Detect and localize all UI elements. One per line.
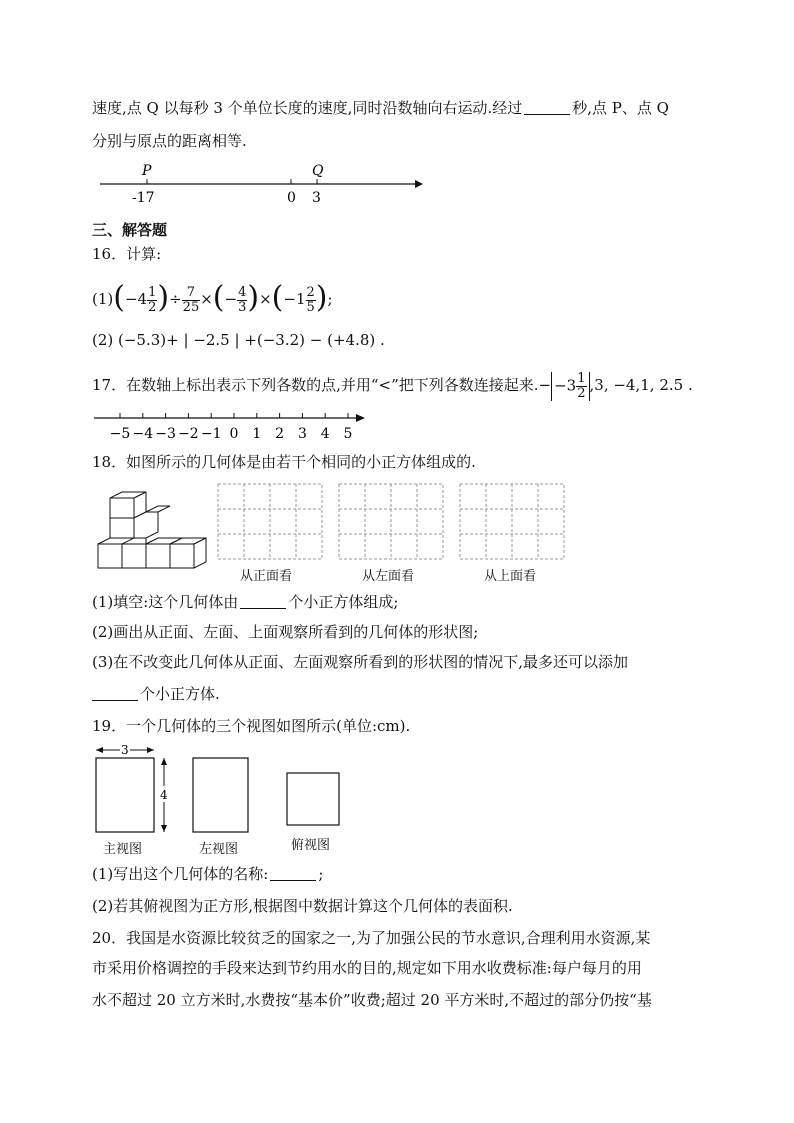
p15-line1 — [92, 98, 669, 118]
caption-top-view: 从上面看 — [484, 569, 537, 584]
cube-b1 — [98, 544, 122, 568]
dim-height-arrow-top — [161, 758, 167, 765]
cube-b4 — [170, 544, 194, 568]
p18-q1 — [92, 592, 398, 612]
frac-a-num: 1 — [148, 284, 157, 300]
p17-frac-den: 2 — [577, 385, 586, 401]
number-line-tick-label: −5 — [109, 426, 131, 442]
cube-figure — [94, 490, 216, 572]
p16-expr1 — [92, 280, 333, 315]
dim-width-label: 3 — [121, 743, 129, 757]
p18-q3-line2 — [92, 684, 220, 704]
number-line-tick-label: −2 — [178, 426, 199, 442]
caption-main-view: 主视图 — [103, 842, 143, 857]
p16-e1-div: ÷ — [169, 290, 182, 308]
paren-open-3: ( — [271, 280, 284, 315]
p20-line1: 20．我国是水资源比较贫乏的国家之一,为了加强公民的节水意识,合理利用水资源,某 — [92, 929, 651, 947]
p19-title: 19．一个几何体的三个视图如图所示(单位:cm). — [92, 717, 411, 735]
p17-abs-whole: −3 — [554, 376, 577, 394]
p18-q1-b: 个小正方体组成; — [288, 593, 399, 611]
number-line-2-arrow — [356, 414, 365, 422]
paren-close-3: ) — [315, 280, 328, 315]
p19-q1-a: (1)写出这个几何体的名称: — [92, 865, 269, 883]
top-view-square — [287, 773, 339, 825]
label-p: P — [142, 163, 152, 179]
number-line-tick-label: −4 — [132, 426, 154, 442]
p17-abs-value — [551, 372, 589, 401]
frac-d-num: 2 — [306, 284, 315, 300]
p16-expr2: (2) (−5.3)+ | −2.5 | +(−3.2) − (+4.8) . — [92, 331, 385, 349]
frac-b-den: 25 — [182, 299, 200, 315]
p16-title: 16．计算: — [92, 245, 162, 263]
number-line-tick-label: −3 — [155, 426, 176, 442]
grid-left — [337, 482, 447, 562]
caption-side-view: 左视图 — [199, 842, 239, 857]
p18-q3-blank — [92, 686, 138, 701]
p16-e1-prefix: (1) — [92, 290, 114, 308]
frac-d — [306, 286, 316, 315]
p16-e1-times1: × — [200, 290, 213, 308]
left-view-rect — [193, 758, 248, 832]
grid-front — [216, 482, 326, 562]
p20-line3: 水不超过 20 立方米时,水费按“基本价”收费;超过 20 平方米时,不超过的部分仍按“基 — [92, 991, 652, 1009]
number-line-ticks — [92, 408, 372, 444]
p16-e1-end: ; — [327, 290, 333, 308]
frac-d-den: 5 — [306, 299, 315, 315]
number-line-tick-label: −1 — [200, 426, 222, 442]
value-neg17: -17 — [132, 190, 155, 206]
number-line-tick-label: 4 — [320, 426, 330, 442]
p18-q1-blank — [240, 594, 286, 609]
dim-width-arrow-right — [147, 747, 154, 753]
main-view-rect — [96, 758, 154, 832]
p18-q1-a: (1)填空:这个几何体由 — [92, 593, 239, 611]
paren-open-2: ( — [212, 280, 225, 315]
cube-b2 — [122, 544, 146, 568]
label-q: Q — [312, 163, 324, 179]
p16-e1-c-sign: − — [224, 290, 238, 308]
p16-e1-d-whole: −1 — [283, 290, 306, 308]
cube-b1-top — [98, 538, 134, 544]
number-line-pq — [90, 158, 430, 208]
p17-abs-prefix: − — [538, 376, 552, 394]
cube-b3 — [146, 544, 170, 568]
p19-q1-b: ; — [318, 865, 324, 883]
grid-top — [458, 482, 568, 562]
caption-left-view: 从左面看 — [362, 569, 415, 584]
p18-q3: (3)在不改变此几何体从正面、左面观察所看到的形状图的情况下,最多还可以添加 — [92, 653, 629, 671]
number-line-tick-label: 0 — [229, 426, 239, 442]
paren-close: ) — [157, 280, 170, 315]
dim-width-arrow-left — [96, 747, 103, 753]
frac-c-num: 4 — [238, 284, 247, 300]
p17-rest: ,3, −4,1, 2.5 . — [589, 376, 693, 394]
section-heading: 三、解答题 — [92, 221, 168, 239]
value-three: 3 — [312, 190, 321, 206]
value-zero: 0 — [287, 190, 296, 206]
dim-height-label: 4 — [160, 788, 168, 802]
main-view-figure — [92, 742, 182, 834]
frac-a — [147, 286, 157, 315]
paren-close-2: ) — [247, 280, 260, 315]
p17-frac — [576, 372, 586, 401]
frac-c — [237, 286, 247, 315]
frac-a-den: 2 — [148, 299, 157, 315]
caption-front-view: 从正面看 — [240, 569, 293, 584]
p15-line2: 分别与原点的距离相等. — [92, 132, 247, 150]
number-line-tick-label: 3 — [297, 426, 307, 442]
number-line-tick-label: 5 — [343, 426, 353, 442]
p19-q2: (2)若其俯视图为正方形,根据图中数据计算这个几何体的表面积. — [92, 897, 513, 915]
p16-e1-a-whole: −4 — [124, 290, 148, 308]
p18-title: 18．如图所示的几何体是由若干个相同的小正方体组成的. — [92, 453, 476, 471]
number-line-tick-label: 1 — [252, 426, 262, 442]
frac-b-num: 7 — [182, 286, 201, 301]
cube-mid-top — [146, 506, 170, 512]
p18-q3-b: 个小正方体. — [140, 685, 220, 703]
p15-line1-b: 秒,点 P、点 Q — [572, 99, 669, 117]
frac-b — [182, 286, 201, 315]
p15-line1-a: 速度,点 Q 以每秒 3 个单位长度的速度,同时沿数轴向右运动.经过 — [92, 99, 523, 117]
p17-line — [92, 370, 693, 400]
p19-q1 — [92, 864, 323, 884]
number-line-tick-label: 2 — [275, 426, 285, 442]
p17-frac-num: 1 — [577, 370, 586, 386]
p15-answer-blank — [524, 100, 570, 115]
cube-top-outline — [110, 492, 146, 518]
dim-height-arrow-bottom — [161, 825, 167, 832]
p18-q2: (2)画出从正面、左面、上面观察所看到的几何体的形状图; — [92, 623, 479, 641]
caption-plan-view: 俯视图 — [291, 838, 331, 853]
paren-open: ( — [113, 280, 125, 315]
p16-e1-times2: × — [259, 290, 272, 308]
frac-c-den: 3 — [238, 299, 247, 315]
left-view-figure — [190, 756, 250, 834]
p20-line2: 市采用价格调控的手段来达到节约用水的目的,规定如下用水收费标准:每户每月的用 — [92, 959, 642, 977]
top-view-figure — [284, 770, 344, 828]
p19-q1-blank — [270, 866, 316, 881]
number-line-arrow — [415, 180, 423, 188]
p17-text: 17．在数轴上标出表示下列各数的点,并用“<”把下列各数连接起来. — [92, 376, 539, 394]
